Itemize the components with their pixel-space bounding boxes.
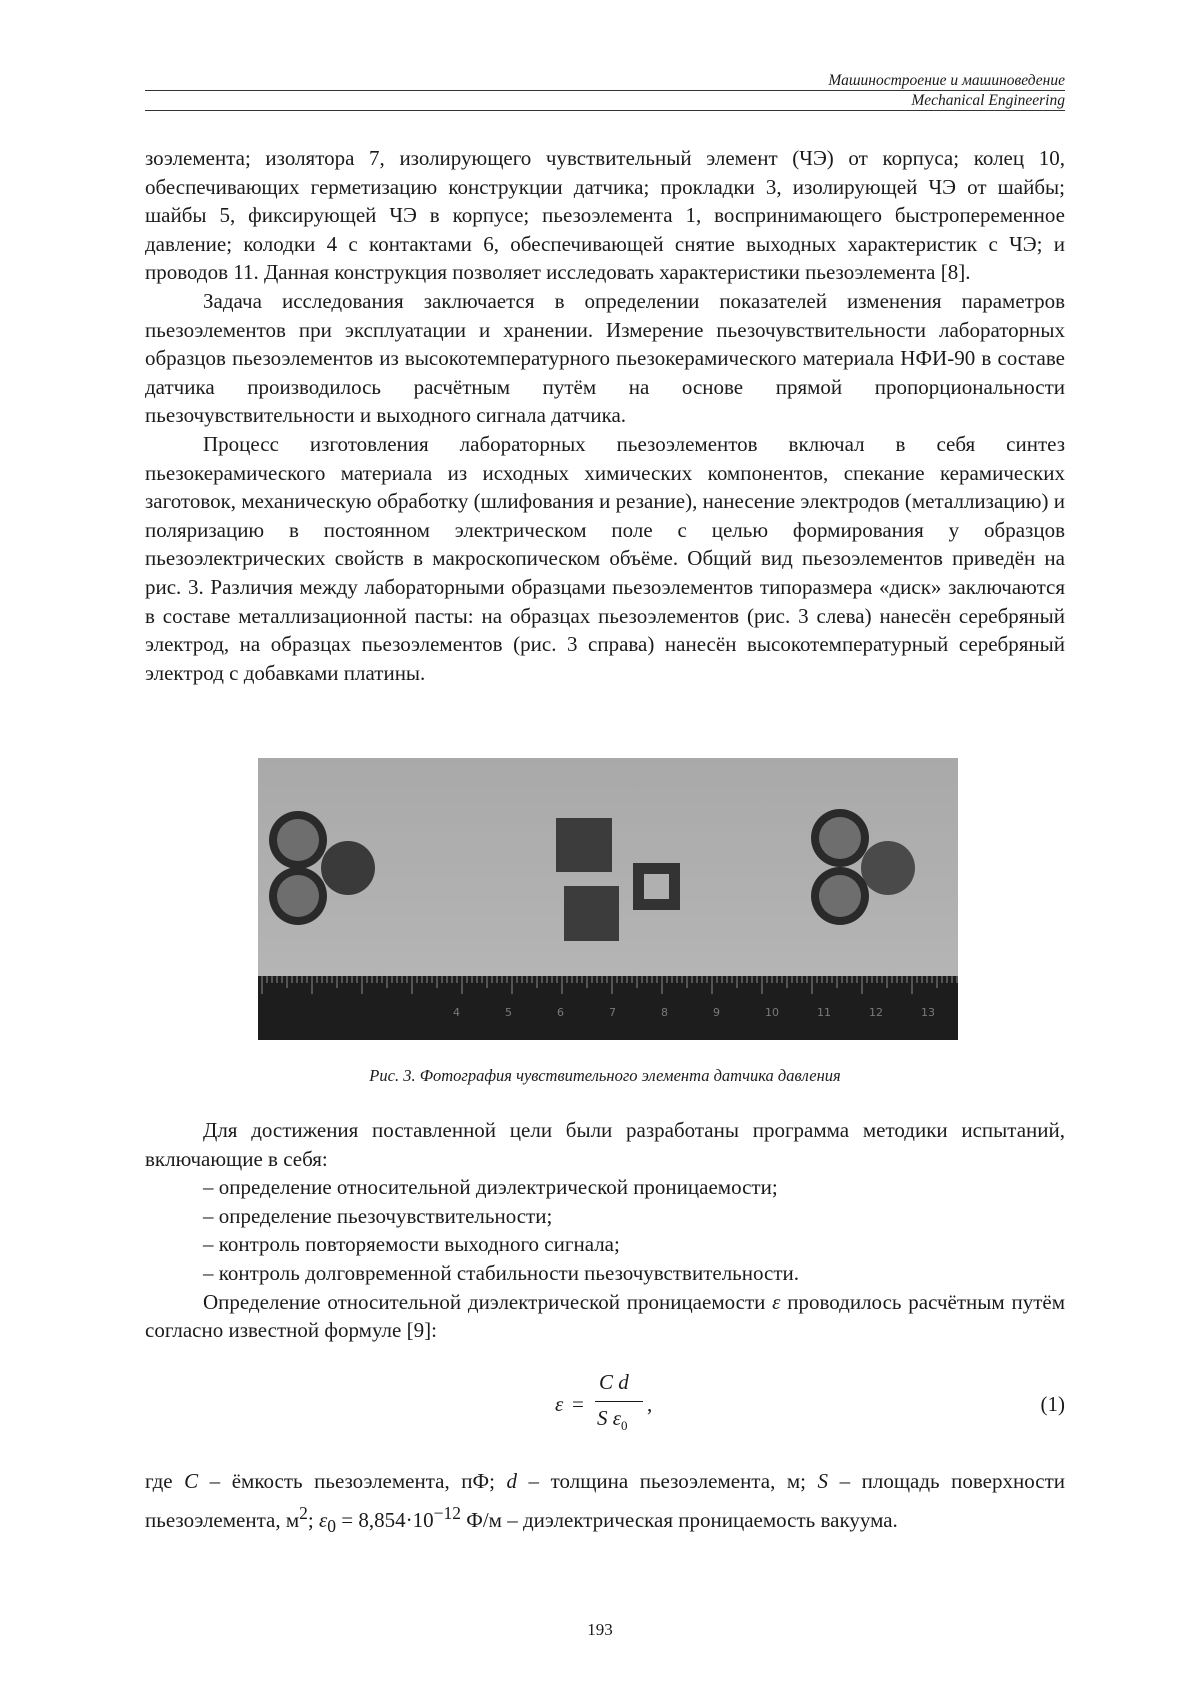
paragraph-4: Для достижения поставленной цели были разработаны программа методики испытаний, включающие в себя:: [145, 1116, 1065, 1173]
ruler-label: 9: [713, 1006, 720, 1019]
paragraph-3: Процесс изготовления лабораторных пьезоэлементов включал в себя синтез пьезокерамического материала из исходных химических компонентов, спекание керамических заготовок, механическую обработку (шлифования и резание), нанесение электродов (металлизацию) и поляризацию в постоянном электрическом поле с целью формирования у образцов пьезоэлектрических свойств в макроскопическом объёме. Общий вид пьезоэлементов приведён на рис. 3. Различия между лабораторными образцами пьезоэлементов типоразмера «диск» заключаются в составе металлизационной пасты: на образцах пьезоэлементов (рис. 3 слева) нанесён серебряный электрод, на образцах пьезоэлементов (рис. 3 справа) нанесён высокотемпературный серебряный электрод с добавками платины.: [145, 430, 1065, 687]
formula-lhs: ε: [555, 1392, 563, 1417]
list-item: – определение пьезочувствительности;: [145, 1202, 1065, 1231]
journal-title-ru: Машиностроение и машиноведение: [145, 71, 1065, 90]
ruler-label: 7: [609, 1006, 616, 1019]
figure-3-photo: [258, 758, 958, 1040]
definitions-paragraph: где C – ёмкость пьезоэлемента, пФ; d – толщина пьезоэлемента, м; S – площадь поверхности пьезоэлемента, м2; ε0 = 8,854·10−12 Ф/м – диэлектрическая проницаемость вакуума.: [145, 1465, 1065, 1542]
fraction-bar: [595, 1401, 643, 1402]
ruler-label: 12: [869, 1006, 883, 1019]
body-text-top: [145, 144, 1065, 687]
formula-denominator: S ε0: [597, 1406, 628, 1434]
body-text-middle: [145, 1116, 1065, 1345]
ruler-label: 4: [453, 1006, 460, 1019]
paragraph-5-part-c: проводилось расчётным путём согласно известной формуле [9]:: [145, 1290, 1065, 1343]
ruler: [258, 976, 958, 1040]
paragraph-5-part-a: Определение относительной диэлектрической проницаемости: [203, 1290, 765, 1314]
paragraph-1: зоэлемента; изолятора 7, изолирующего чувствительный элемент (ЧЭ) от корпуса; колец 10, обеспечивающих герметизацию конструкции датчика; прокладки 3, изолирующей ЧЭ от шайбы; шайбы 5, фиксирующей ЧЭ в корпусе; пьезоэлемента 1, воспринимающего быстропеременное давление; колодки 4 с контактами 6, обеспечивающей снятие выходных характеристик с ЧЭ; и проводов 11. Данная конструкция позволяет исследовать характеристики пьезоэлемента [8].: [145, 144, 1065, 287]
epsilon-symbol: ε: [772, 1290, 780, 1314]
formula-expression: [555, 1370, 675, 1440]
list-item: – контроль повторяемости выходного сигнала;: [145, 1230, 1065, 1259]
ruler-label: 5: [505, 1006, 512, 1019]
body-text-bottom: [145, 1465, 1065, 1542]
ruler-label: 6: [557, 1006, 564, 1019]
equation-number: (1): [1041, 1392, 1066, 1417]
running-header: [145, 70, 1065, 111]
ruler-label: 11: [817, 1006, 831, 1019]
formula-numerator: C d: [599, 1370, 629, 1395]
header-rule-bottom: [145, 110, 1065, 111]
formula-equals: =: [572, 1392, 584, 1417]
formula-comma: ,: [647, 1392, 652, 1417]
list-item: – определение относительной диэлектрической проницаемости;: [145, 1173, 1065, 1202]
ruler-label: 10: [765, 1006, 779, 1019]
ruler-label: 8: [661, 1006, 668, 1019]
figure-caption: Рис. 3. Фотография чувствительного элемента датчика давления: [145, 1066, 1065, 1086]
list-item: – контроль долговременной стабильности пьезочувствительности.: [145, 1259, 1065, 1288]
page-number: 193: [0, 1620, 1200, 1640]
paragraph-5: [145, 1288, 1065, 1345]
formula-1: [145, 1370, 1065, 1440]
paragraph-2: Задача исследования заключается в определении показателей изменения параметров пьезоэлементов при эксплуатации и хранении. Измерение пьезочувствительности лабораторных образцов пьезоэлементов из высокотемпературного пьезокерамического материала НФИ-90 в составе датчика производилось расчётным путём на основе прямой пропорциональности пьезочувствительности и выходного сигнала датчика.: [145, 287, 1065, 430]
journal-title-en: Mechanical Engineering: [145, 91, 1065, 110]
ruler-label: 13: [921, 1006, 935, 1019]
